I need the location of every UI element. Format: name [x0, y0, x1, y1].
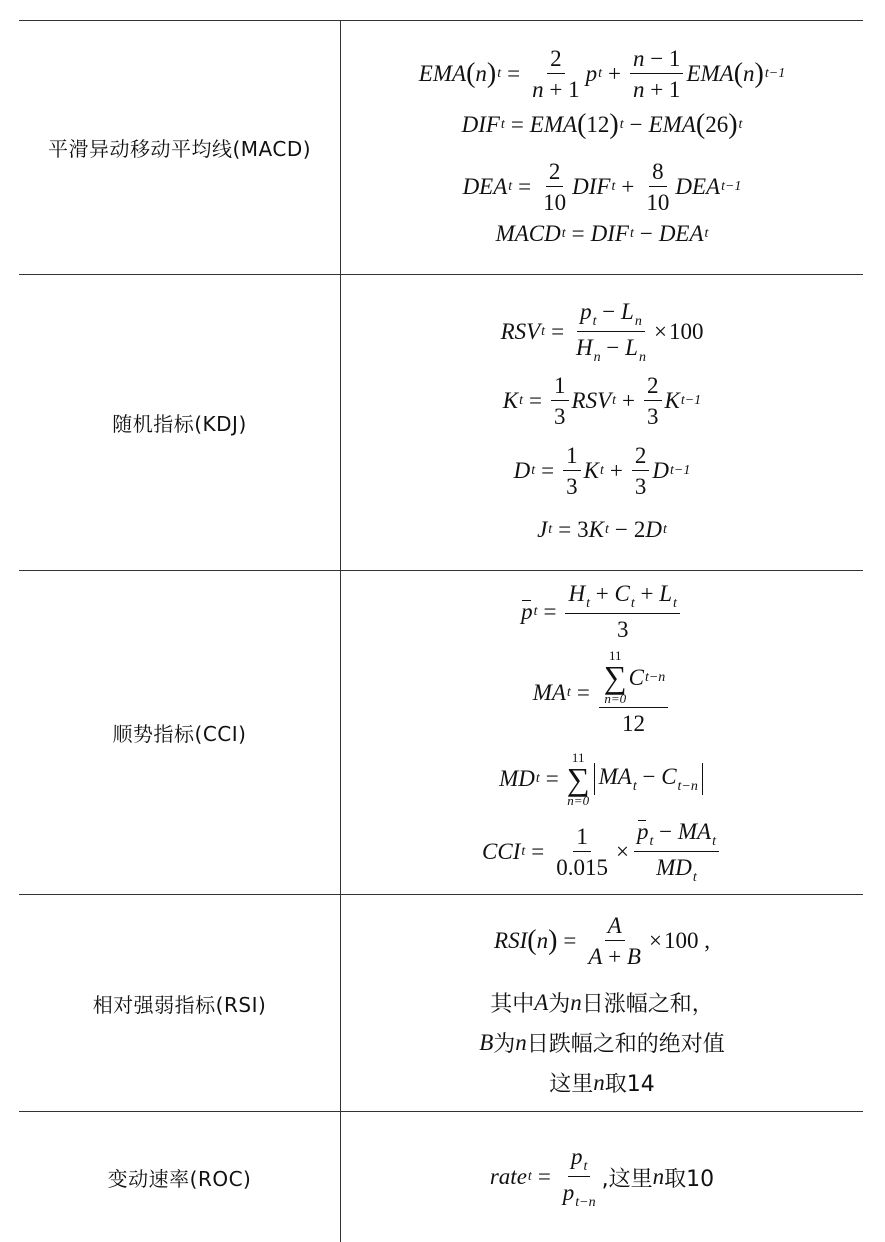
formula-cell [341, 275, 863, 570]
rsi-note-2: B 为 n 日跌幅之和的绝对值 [479, 1029, 725, 1057]
ema-formula: EMA ( n ) t = $\frac{2}{n + 1}$ p t + $\frac{n - 1}{n + 1}$ EMA ( n ) t−1 [418, 46, 786, 103]
table-row [19, 20, 863, 274]
formula-cell [341, 895, 863, 1111]
ma-formula: MA t = 11 ∑ n=0 C t−n 12 [341, 649, 863, 737]
indicator-name: 顺势指标(CCI) [19, 571, 341, 894]
indicator-name: 平滑异动移动平均线(MACD) [19, 21, 341, 274]
macd-formula: MACD t = DIF t − DEA t [495, 221, 709, 246]
dif-formula: DIF t = EMA ( 12 ) t − EMA ( 26 ) t [461, 109, 743, 140]
indicator-name: 随机指标(KDJ) [19, 275, 341, 570]
rsv-formula: RSV t = $\frac{p_t - L_n}{H_n - L_n}$ × 100 [500, 299, 704, 366]
table-row [19, 1111, 863, 1242]
cci-formula: CCI t = $\frac{1}{0.015}$ × $\frac{p_t - MA_t}{MD_t}$ [341, 819, 863, 886]
table-row [19, 894, 863, 1111]
md-formula: MD t = 11 ∑ n=0 $MA_t - C_{t-n}$ [341, 751, 863, 807]
rsi-formula: RSI ( n ) = $\frac{A}{A + B}$ × 100 , [494, 913, 710, 970]
formula-cell [341, 571, 863, 894]
table-row [19, 570, 863, 894]
j-formula: J t = 3 K t − 2 D t [537, 517, 667, 542]
table-row [19, 274, 863, 570]
indicator-name: 变动速率(ROC) [19, 1112, 341, 1242]
rsi-note-1: 其中 A 为 n 日涨幅之和， [490, 989, 714, 1017]
indicator-table [19, 20, 863, 1242]
roc-formula: rate t = $\frac{p_t}{p_{t-n}}$ ,这里 n 取10 [489, 1144, 715, 1211]
typical-price-formula: p t = $\frac{H_t + C_t + L_t}{3}$ [341, 581, 863, 643]
d-formula: D t = $\frac{1}{3}$ K t + $\frac{2}{3}$ D t−1 [513, 443, 691, 500]
formula-cell [341, 21, 863, 274]
formula-cell [341, 1112, 863, 1242]
indicator-name: 相对强弱指标(RSI) [19, 895, 341, 1111]
k-formula: K t = $\frac{1}{3}$ RSV t + $\frac{2}{3}$ K t−1 [502, 373, 702, 430]
dea-formula: DEA t = $\frac{2}{10}$ DIF t + $\frac{8}{10}$ DEA t−1 [462, 159, 742, 216]
rsi-note-3: 这里 n 取14 [549, 1069, 655, 1097]
